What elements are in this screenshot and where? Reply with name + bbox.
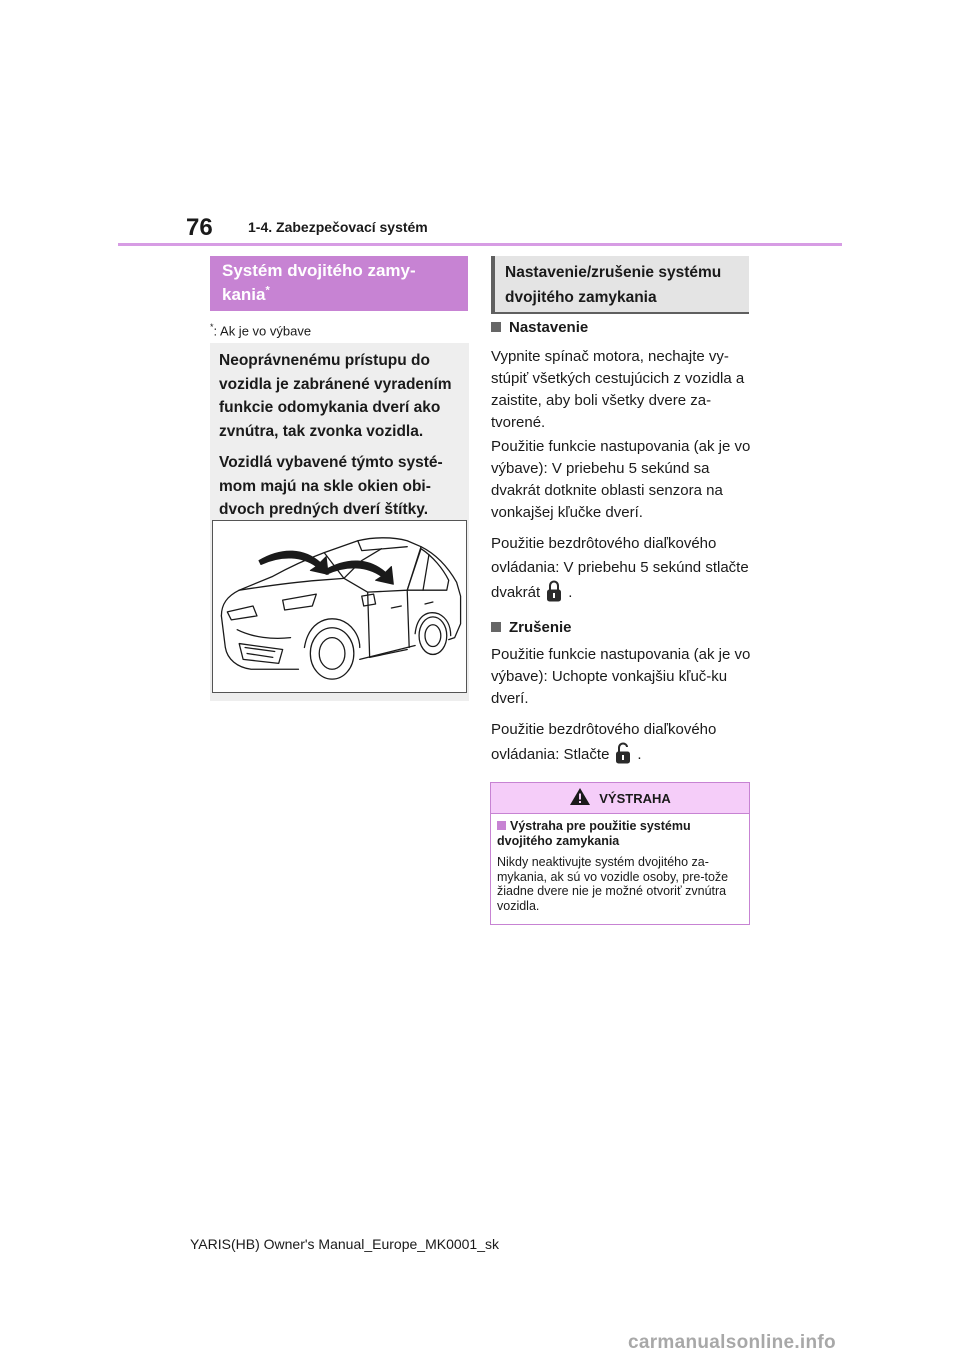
setting-paragraph-3-text: Použitie bezdrôtového diaľkového ovládania: V priebehu 5 sekúnd stlačte dvakrát [491, 535, 749, 601]
footnote-marker: * [210, 322, 214, 332]
square-bullet-icon [491, 322, 501, 332]
warning-header [491, 783, 749, 814]
page-number: 76 [186, 214, 213, 241]
car-illustration [212, 520, 467, 693]
setting-cancel-heading: Nastavenie/zrušenie systému dvojitého zamykania [491, 256, 749, 314]
unlock-icon [615, 742, 631, 772]
setting-paragraph-1: Vypnite spínač motora, nechajte vy-stúpiť všetkých cestujúcich z vozidla a zaistite, aby boli všetky dvere za-tvorené. [491, 348, 745, 431]
cancel-subheading [491, 619, 572, 636]
cancel-paragraph-2 [491, 717, 753, 772]
setting-paragraph-2: Použitie funkcie nastupovania (ak je vo výbave): V priebehu 5 sekúnd sa dvakrát dotknite oblasti senzora na vonkajšej kľučke dverí. [491, 438, 751, 521]
cancel-paragraph-2-end: . [637, 746, 642, 763]
warning-text: Nikdy neaktivujte systém dvojitého za-mykania, ak sú vo vozidle osoby, pre-tože žiadne dvere nie je možné otvoriť zvnútra vozidla. [497, 855, 729, 913]
double-lock-heading-text: Systém dvojitého zamy-kania [222, 261, 416, 304]
info-paragraph: Vozidlá vybavené týmto systé-mom majú na skle okien obi-dvoch predných dverí štítky. [219, 454, 443, 518]
setting-paragraph-3 [491, 532, 753, 610]
footnote-text: : Ak je vo výbave [213, 323, 312, 339]
info-paragraph: Neoprávnenému prístupu do vozidla je zabránené vyradením funkcie odomykania dverí ako zvnútra, tak zvonka vozidla. [219, 352, 452, 440]
warning-triangle-icon [569, 787, 591, 809]
square-bullet-icon [497, 821, 506, 830]
cancel-paragraph-2-text: Použitie bezdrôtového diaľkového ovládania: Stlačte [491, 721, 717, 763]
cancel-paragraph-1: Použitie funkcie nastupovania (ak je vo výbave): Uchopte vonkajšiu kľuč-ku dverí. [491, 646, 751, 707]
header-rule [118, 243, 842, 246]
warning-subtitle [497, 819, 737, 848]
heading-marker: * [265, 284, 270, 297]
footnote [210, 322, 311, 338]
watermark: carmanualsonline.info [628, 1332, 836, 1353]
manual-id: YARIS(HB) Owner's Manual_Europe_MK0001_sk [190, 1236, 499, 1252]
double-lock-heading [210, 256, 468, 311]
warning-box [490, 782, 750, 925]
setting-paragraph-3-end: . [568, 584, 573, 601]
section-title: 1-4. Zabezpečovací systém [248, 219, 428, 235]
cancel-subheading-text: Zrušenie [509, 619, 572, 636]
lock-icon [546, 580, 562, 610]
warning-title: VÝSTRAHA [599, 790, 671, 806]
setting-subheading [491, 319, 588, 336]
setting-subheading-text: Nastavenie [509, 319, 589, 336]
warning-subtitle-text: Výstraha pre použitie systému dvojitého zamykania [497, 819, 691, 848]
car-drawing [213, 521, 466, 692]
square-bullet-icon [491, 622, 501, 632]
